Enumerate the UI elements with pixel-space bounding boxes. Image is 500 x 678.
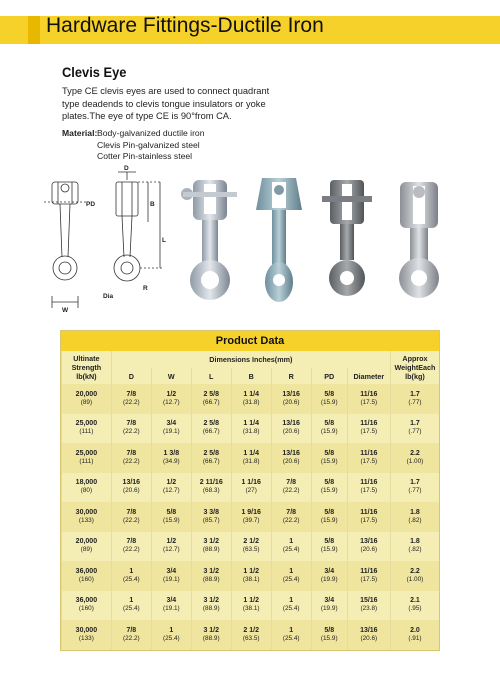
dim-label-b: B <box>150 201 155 208</box>
cell-diameter <box>347 473 390 503</box>
cell-pd <box>311 591 347 621</box>
cell-strength-value: 36,000 <box>75 567 98 575</box>
cell-diameter-value: 11/16 <box>360 420 378 428</box>
cell-w-metric: (19.1) <box>162 428 180 436</box>
cell-pd <box>311 502 347 532</box>
cell-weight-metric: (.95) <box>408 605 422 613</box>
cell-r-metric: (22.2) <box>282 516 300 524</box>
cell-weight-value: 2.2 <box>410 449 420 457</box>
cell-d <box>111 561 151 591</box>
cell-r <box>271 532 311 562</box>
description: Type CE clevis eyes are used to connect quadrant type deadends to clevis tongue insulators or yoke plates.The eye of type CE is 90°from CA. <box>62 86 270 121</box>
cell-b <box>231 591 271 621</box>
cell-l-value: 2 5/8 <box>203 420 220 428</box>
cell-d-value: 7/8 <box>126 538 137 546</box>
cell-r-metric: (25.4) <box>282 546 300 554</box>
cell-pd <box>311 473 347 503</box>
cell-diameter-metric: (23.8) <box>360 605 378 613</box>
cell-strength-metric: (160) <box>78 605 94 613</box>
cell-strength <box>62 443 112 473</box>
cell-b <box>231 473 271 503</box>
material-label: Material: <box>62 128 98 138</box>
cell-b-value: 1 1/4 <box>243 449 259 457</box>
cell-weight <box>390 532 439 562</box>
cell-w-metric: (25.4) <box>162 634 180 642</box>
header-diameter: Diameter <box>347 368 390 384</box>
product-photo-3 <box>318 170 376 310</box>
cell-strength-value: 30,000 <box>75 508 98 516</box>
cell-l <box>191 620 231 650</box>
cell-r-metric: (25.4) <box>282 605 300 613</box>
cell-w-metric: (12.7) <box>162 487 180 495</box>
cell-pd <box>311 620 347 650</box>
cell-strength-value: 20,000 <box>75 538 98 546</box>
cell-d-value: 7/8 <box>126 449 137 457</box>
cell-d <box>111 443 151 473</box>
material-item: Cotter Pin-stainless steel <box>97 151 193 161</box>
cell-l <box>191 591 231 621</box>
cell-w <box>151 561 191 591</box>
header-r: R <box>271 368 311 384</box>
cell-diameter-value: 11/16 <box>360 479 378 487</box>
cell-b-value: 2 1/2 <box>243 626 259 634</box>
dim-label-dia: Dia <box>103 293 114 300</box>
cell-b-metric: (63.5) <box>242 634 260 642</box>
table-row <box>62 473 440 503</box>
cell-diameter-value: 11/16 <box>360 508 378 516</box>
cell-diameter-value: 13/16 <box>360 538 378 546</box>
cell-strength-metric: (89) <box>80 546 93 554</box>
header-weight: Approx WeightEach lb(kg) <box>390 351 439 384</box>
cell-strength <box>62 502 112 532</box>
cell-weight-value: 1.8 <box>410 538 420 546</box>
cell-r-value: 13/16 <box>282 449 300 457</box>
cell-weight <box>390 620 439 650</box>
cell-weight <box>390 384 439 414</box>
cell-d <box>111 591 151 621</box>
cell-w-metric: (12.7) <box>162 546 180 554</box>
cell-r-metric: (25.4) <box>282 634 300 642</box>
cell-pd-metric: (15.9) <box>320 428 338 436</box>
cell-diameter <box>347 443 390 473</box>
cell-r <box>271 473 311 503</box>
cell-b-metric: (39.7) <box>242 516 260 524</box>
cell-diameter-value: 15/16 <box>360 597 378 605</box>
cell-d <box>111 620 151 650</box>
dim-label-d: D <box>124 165 129 172</box>
header-strength: Ultinate Strength lb(kN) <box>62 351 112 384</box>
cell-l-value: 3 1/2 <box>203 626 220 634</box>
cell-pd-value: 3/4 <box>324 597 335 605</box>
cell-weight-metric: (.77) <box>408 428 422 436</box>
dim-label-l: L <box>162 237 166 244</box>
cell-pd-value: 3/4 <box>324 567 335 575</box>
cell-strength-metric: (160) <box>78 575 94 583</box>
cell-d-value: 13/16 <box>122 479 141 487</box>
cell-d-metric: (22.2) <box>122 428 140 436</box>
cell-strength <box>62 414 112 444</box>
cell-r-metric: (20.6) <box>282 457 300 465</box>
cell-b-value: 1 1/16 <box>241 479 261 487</box>
cell-r <box>271 561 311 591</box>
cell-d-value: 1 <box>129 597 134 605</box>
cell-strength <box>62 532 112 562</box>
cell-weight-value: 2.0 <box>410 626 420 634</box>
header-l: L <box>191 368 231 384</box>
cell-w-value: 1 3/8 <box>163 449 180 457</box>
cell-diameter-metric: (17.5) <box>360 398 378 406</box>
cell-strength-value: 25,000 <box>75 420 98 428</box>
cell-b <box>231 414 271 444</box>
header-d: D <box>111 368 151 384</box>
cell-l-value: 2 5/8 <box>203 390 220 398</box>
cell-d-metric: (22.2) <box>122 546 140 554</box>
cell-strength <box>62 473 112 503</box>
cell-strength-value: 25,000 <box>75 449 98 457</box>
cell-b-metric: (38.1) <box>242 575 260 583</box>
cell-d <box>111 532 151 562</box>
cell-pd-metric: (15.9) <box>320 487 338 495</box>
material-block <box>62 128 205 161</box>
cell-b-value: 1 1/4 <box>243 420 259 428</box>
cell-l <box>191 443 231 473</box>
cell-diameter <box>347 414 390 444</box>
cell-pd-metric: (19.9) <box>320 575 338 583</box>
cell-b-value: 1 1/4 <box>243 390 259 398</box>
cell-diameter <box>347 591 390 621</box>
cell-b <box>231 532 271 562</box>
header-w: W <box>151 368 191 384</box>
cell-d-metric: (22.2) <box>122 634 140 642</box>
cell-weight <box>390 502 439 532</box>
product-photo-4 <box>388 170 450 310</box>
cell-r-value: 13/16 <box>282 420 300 428</box>
header-b: B <box>231 368 271 384</box>
cell-r <box>271 443 311 473</box>
cell-weight-metric: (1.00) <box>406 575 424 583</box>
cell-diameter-metric: (17.5) <box>360 457 378 465</box>
cell-w-value: 1/2 <box>166 390 177 398</box>
cell-w <box>151 502 191 532</box>
cell-d-value: 7/8 <box>126 626 137 634</box>
table-row <box>62 591 440 621</box>
cell-d-value: 7/8 <box>126 420 137 428</box>
cell-diameter-value: 13/16 <box>360 626 378 634</box>
cell-w <box>151 532 191 562</box>
cell-d-metric: (22.2) <box>122 398 140 406</box>
cell-diameter-metric: (20.6) <box>360 546 378 554</box>
cell-strength-value: 20,000 <box>75 390 98 398</box>
cell-l <box>191 384 231 414</box>
cell-l-metric: (88.9) <box>202 634 220 642</box>
cell-d <box>111 502 151 532</box>
cell-pd-metric: (19.9) <box>320 605 338 613</box>
cell-l <box>191 532 231 562</box>
cell-l-metric: (66.7) <box>202 457 220 465</box>
cell-w-metric: (12.7) <box>162 398 180 406</box>
cell-r-metric: (22.2) <box>282 487 300 495</box>
cell-weight-metric: (.82) <box>408 516 422 524</box>
cell-b <box>231 443 271 473</box>
cell-pd <box>311 384 347 414</box>
table-row <box>62 532 440 562</box>
cell-r <box>271 502 311 532</box>
cell-pd-metric: (15.9) <box>320 398 338 406</box>
cell-weight <box>390 591 439 621</box>
product-photo-1 <box>175 170 245 310</box>
cell-pd <box>311 443 347 473</box>
cell-r-value: 1 <box>289 538 294 546</box>
dim-label-pd: PD <box>86 201 96 208</box>
header-pd: PD <box>311 368 347 384</box>
cell-pd-value: 5/8 <box>324 420 335 428</box>
cell-l <box>191 561 231 591</box>
cell-diameter <box>347 620 390 650</box>
cell-r <box>271 384 311 414</box>
cell-strength-metric: (133) <box>78 516 94 524</box>
cell-diameter <box>347 502 390 532</box>
cell-weight <box>390 473 439 503</box>
cell-strength-metric: (111) <box>79 457 94 465</box>
product-photo-2 <box>248 170 310 310</box>
cell-l-metric: (88.9) <box>202 546 220 554</box>
cell-b-value: 2 1/2 <box>243 538 259 546</box>
cell-d-metric: (25.4) <box>122 605 140 613</box>
material-item: Clevis Pin-galvanized steel <box>97 139 200 150</box>
cell-w-value: 3/4 <box>166 420 177 428</box>
cell-pd <box>311 414 347 444</box>
cell-b-metric: (31.8) <box>242 457 260 465</box>
cell-pd <box>311 561 347 591</box>
cell-pd-value: 5/8 <box>324 538 335 546</box>
cell-weight-metric: (.91) <box>408 634 422 642</box>
cell-diameter-metric: (17.5) <box>360 516 378 524</box>
cell-diameter <box>347 384 390 414</box>
cell-pd-metric: (15.9) <box>320 546 338 554</box>
cell-b <box>231 384 271 414</box>
cell-b-metric: (38.1) <box>242 605 260 613</box>
cell-d-metric: (22.2) <box>122 457 140 465</box>
cell-l <box>191 414 231 444</box>
cell-b <box>231 502 271 532</box>
cell-pd-metric: (15.9) <box>320 634 338 642</box>
data-grid <box>61 351 439 650</box>
cell-r-metric: (20.6) <box>282 428 300 436</box>
cell-l-value: 2 11/16 <box>199 479 223 487</box>
cell-b-metric: (27) <box>245 487 257 495</box>
cell-d-value: 7/8 <box>126 508 137 516</box>
cell-weight-value: 2.1 <box>410 597 420 605</box>
cell-w <box>151 414 191 444</box>
material-list <box>97 128 205 163</box>
cell-w-value: 1 <box>169 626 174 634</box>
cell-strength-value: 30,000 <box>75 626 98 634</box>
cell-strength <box>62 591 112 621</box>
cell-w-metric: (15.9) <box>162 516 180 524</box>
cell-r <box>271 414 311 444</box>
dim-label-r: R <box>143 285 148 292</box>
cell-pd-value: 5/8 <box>324 390 335 398</box>
cell-weight-value: 1.7 <box>410 390 420 398</box>
cell-l-metric: (88.9) <box>202 605 220 613</box>
cell-d-value: 7/8 <box>126 390 137 398</box>
cell-strength-metric: (80) <box>80 487 93 495</box>
cell-l-value: 3 1/2 <box>203 597 220 605</box>
cell-r-metric: (20.6) <box>282 398 300 406</box>
cell-pd-metric: (15.9) <box>320 457 338 465</box>
cell-w-value: 5/8 <box>166 508 177 516</box>
cell-weight <box>390 414 439 444</box>
header-dimensions: Dimensions Inches(mm) <box>111 351 390 368</box>
cell-l-metric: (88.9) <box>202 575 220 583</box>
cell-l <box>191 502 231 532</box>
cell-strength <box>62 384 112 414</box>
cell-l-value: 3 3/8 <box>203 508 220 516</box>
cell-weight-value: 1.8 <box>410 508 420 516</box>
cell-pd <box>311 532 347 562</box>
cell-w <box>151 473 191 503</box>
cell-l-metric: (66.7) <box>202 428 220 436</box>
cell-r-value: 1 <box>289 626 294 634</box>
cell-w <box>151 591 191 621</box>
cell-diameter-metric: (17.5) <box>360 487 378 495</box>
clevis-eye-diagram <box>38 162 173 314</box>
cell-r-metric: (25.4) <box>282 575 300 583</box>
cell-r-value: 7/8 <box>286 508 297 516</box>
cell-b-metric: (63.5) <box>242 546 260 554</box>
cell-l-metric: (85.7) <box>202 516 220 524</box>
cell-b <box>231 620 271 650</box>
cell-diameter-metric: (20.6) <box>360 634 378 642</box>
cell-d <box>111 414 151 444</box>
cell-weight <box>390 443 439 473</box>
cell-b-metric: (31.8) <box>242 398 260 406</box>
dim-label-w: W <box>62 307 69 314</box>
cell-diameter-metric: (17.5) <box>360 428 378 436</box>
cell-weight-value: 1.7 <box>410 420 420 428</box>
cell-diameter-value: 11/16 <box>360 390 378 398</box>
cell-pd-value: 5/8 <box>324 479 335 487</box>
cell-d-metric: (22.2) <box>122 516 140 524</box>
title-accent <box>28 16 40 44</box>
cell-w <box>151 384 191 414</box>
cell-strength-metric: (133) <box>78 634 94 642</box>
cell-strength-value: 36,000 <box>75 597 98 605</box>
table-row <box>62 414 440 444</box>
table-row <box>62 384 440 414</box>
material-item: Body-galvanized ductile iron <box>97 128 205 138</box>
cell-l-value: 3 1/2 <box>203 567 220 575</box>
cell-l-value: 2 5/8 <box>203 449 220 457</box>
cell-b-metric: (31.8) <box>242 428 260 436</box>
cell-r-value: 7/8 <box>286 479 297 487</box>
cell-l-value: 3 1/2 <box>203 538 220 546</box>
cell-weight-value: 2.2 <box>410 567 420 575</box>
page-title: Hardware Fittings-Ductile Iron <box>46 14 324 37</box>
cell-weight-metric: (.77) <box>408 487 422 495</box>
cell-pd-value: 5/8 <box>324 508 335 516</box>
cell-d <box>111 384 151 414</box>
cell-w <box>151 443 191 473</box>
cell-strength <box>62 620 112 650</box>
cell-strength <box>62 561 112 591</box>
cell-diameter <box>347 532 390 562</box>
cell-w-metric: (34.9) <box>162 457 180 465</box>
cell-l <box>191 473 231 503</box>
cell-weight-value: 1.7 <box>410 479 420 487</box>
cell-strength-metric: (89) <box>80 398 93 406</box>
cell-w-value: 1/2 <box>166 479 177 487</box>
table-body <box>62 384 440 650</box>
table-row <box>62 502 440 532</box>
cell-b-value: 1 9/16 <box>241 508 261 516</box>
cell-b <box>231 561 271 591</box>
cell-weight-metric: (1.00) <box>406 457 424 465</box>
product-data-table <box>60 330 440 651</box>
cell-diameter-value: 11/16 <box>360 449 378 457</box>
cell-w-value: 1/2 <box>166 538 177 546</box>
cell-diameter <box>347 561 390 591</box>
cell-w-metric: (19.1) <box>162 575 180 583</box>
cell-r-value: 13/16 <box>282 390 300 398</box>
table-row <box>62 443 440 473</box>
section-heading: Clevis Eye <box>62 64 127 80</box>
cell-w-value: 3/4 <box>166 567 177 575</box>
cell-d-metric: (20.6) <box>122 487 140 495</box>
cell-l-metric: (66.7) <box>202 398 220 406</box>
table-row <box>62 561 440 591</box>
cell-d <box>111 473 151 503</box>
cell-w-metric: (19.1) <box>162 605 180 613</box>
cell-pd-metric: (15.9) <box>320 516 338 524</box>
cell-d-metric: (25.4) <box>122 575 140 583</box>
cell-strength-metric: (111) <box>79 428 94 436</box>
cell-r-value: 1 <box>289 567 294 575</box>
table-row <box>62 620 440 650</box>
cell-strength-value: 18,000 <box>75 479 98 487</box>
cell-pd-value: 5/8 <box>324 626 335 634</box>
cell-w-value: 3/4 <box>166 597 177 605</box>
cell-weight-metric: (.82) <box>408 546 422 554</box>
cell-r <box>271 591 311 621</box>
cell-r <box>271 620 311 650</box>
cell-b-value: 1 1/2 <box>243 597 259 605</box>
cell-b-value: 1 1/2 <box>243 567 259 575</box>
table-title: Product Data <box>61 331 439 351</box>
cell-w <box>151 620 191 650</box>
cell-weight <box>390 561 439 591</box>
cell-l-metric: (68.3) <box>202 487 220 495</box>
cell-pd-value: 5/8 <box>324 449 335 457</box>
cell-d-value: 1 <box>129 567 134 575</box>
cell-diameter-value: 11/16 <box>360 567 378 575</box>
cell-weight-metric: (.77) <box>408 398 422 406</box>
cell-r-value: 1 <box>289 597 294 605</box>
cell-diameter-metric: (17.5) <box>360 575 378 583</box>
